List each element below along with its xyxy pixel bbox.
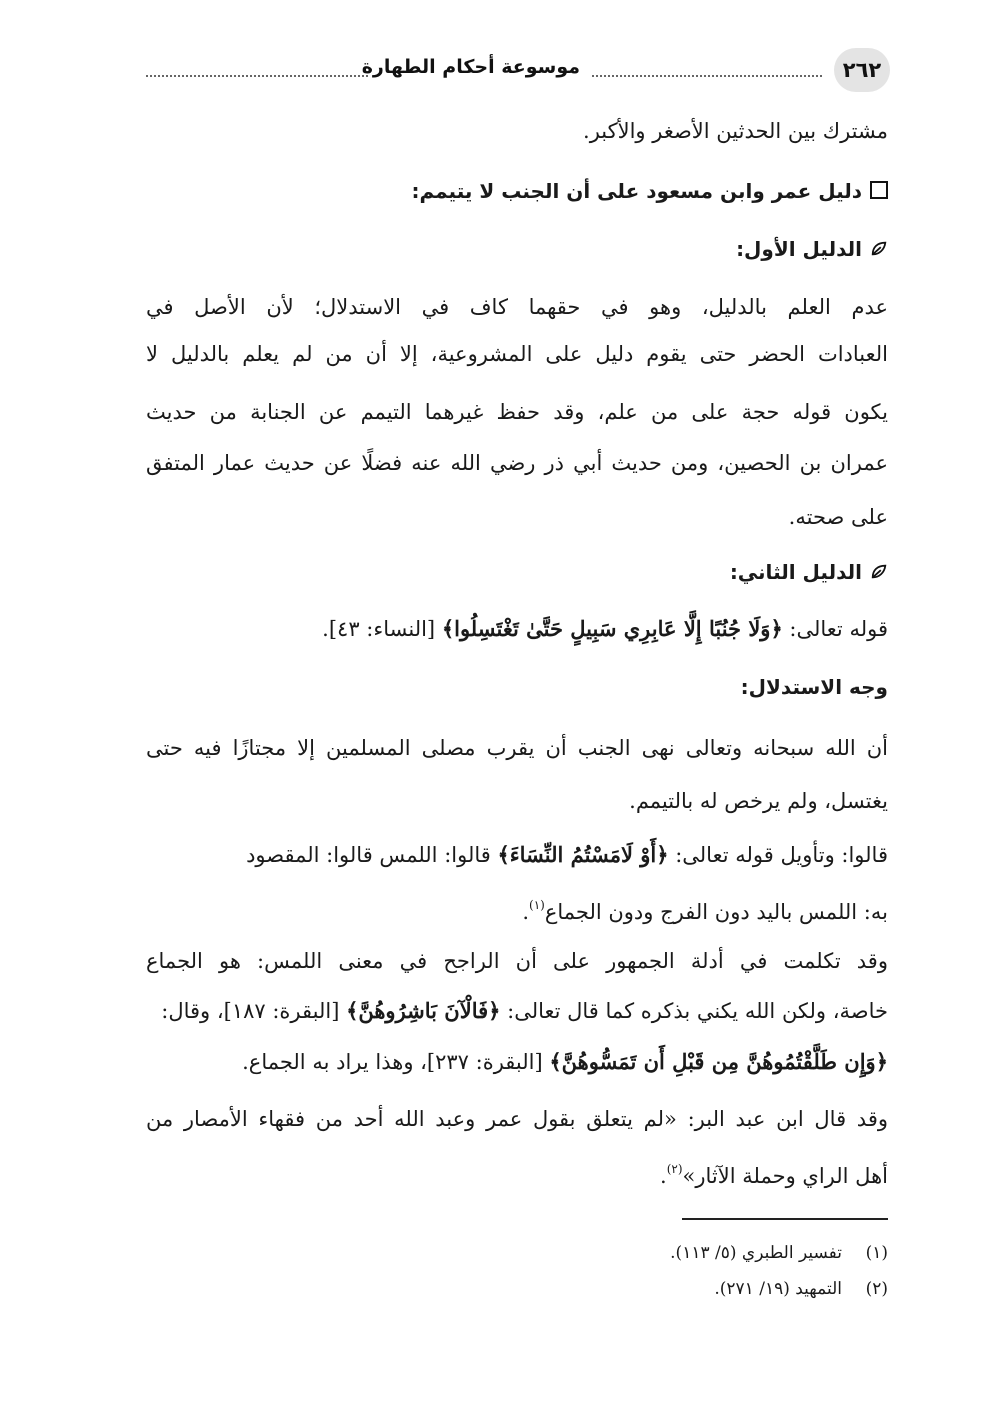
text-segment: أهل الراي وحملة الآثار»	[682, 1164, 888, 1188]
text-line	[146, 890, 888, 927]
text-line: أن الله سبحانه وتعالى نهى الجنب أن يقرب مصلى المسلمين إلا مجتازًا فيه حتى	[146, 736, 888, 760]
text-segment: قالوا: اللمس قالوا: المقصود	[246, 843, 498, 867]
text-line: وقد قال ابن عبد البر: «لم يتعلق بقول عمر وعبد الله أحد من فقهاء الأمصار من	[146, 1107, 888, 1131]
footnote	[146, 1276, 888, 1302]
text-segment: .	[522, 900, 529, 924]
text-line: يغتسل، ولم يرخص له بالتيمم.	[629, 789, 888, 813]
footnote-text: التمهيد (١٩/ ٢٧١).	[714, 1279, 842, 1299]
header-dotted-rule-left	[146, 75, 368, 77]
footnote-number: (٢)	[865, 1279, 888, 1299]
text-line: وقد تكلمت في أدلة الجمهور على أن الراجح في معنى اللمس: هو الجماع	[146, 949, 888, 973]
text-line	[146, 1047, 888, 1077]
text-line: العبادات الحضر حتى يقوم دليل على المشروعية، إلا أن من لم يعلم بالدليل لا	[146, 342, 888, 366]
footnote-marker[interactable]: (١)	[529, 898, 545, 912]
quran-verse: ﴿أَوْ لَامَسْتُمُ النِّسَاءَ﴾	[497, 842, 669, 867]
subheading	[146, 557, 888, 587]
text-line	[146, 840, 888, 870]
text-line: عمران بن الحصين، ومن حديث أبي ذر رضي الله عنه فضلًا عن حديث عمار المتفق	[146, 451, 888, 475]
footnote-separator	[682, 1218, 888, 1220]
footnote-number: (١)	[865, 1243, 888, 1263]
text-line: على صحته.	[788, 505, 888, 529]
header-dotted-rule-right	[592, 75, 822, 77]
quran-verse: ﴿فَالْآنَ بَاشِرُوهُنَّ﴾	[346, 998, 501, 1023]
quran-verse: ﴿وَلَا جُنُبًا إِلَّا عَابِرِي سَبِيلٍ حَتَّىٰ تَغْتَسِلُوا﴾	[441, 616, 783, 641]
book-title: موسوعة أحكام الطهارة	[361, 56, 580, 78]
leaf-icon	[870, 240, 888, 258]
text-segment: به: اللمس باليد دون الفرج ودون الجماع	[544, 900, 888, 924]
verse-reference: [النساء: ٤٣].	[322, 617, 442, 641]
footnote-marker[interactable]: (٢)	[666, 1162, 683, 1176]
text-segment: قوله تعالى:	[782, 617, 888, 641]
page-number-badge: ٢٦٢	[834, 48, 890, 92]
section-heading-text: دليل عمر وابن مسعود على أن الجنب لا يتيمم:	[411, 179, 862, 203]
section-heading: وجه الاستدلال:	[740, 675, 888, 699]
section-heading	[146, 176, 888, 206]
subheading	[146, 234, 888, 264]
leaf-icon	[870, 563, 888, 581]
text-segment: .	[660, 1164, 667, 1188]
text-line: عدم العلم بالدليل، وهو في حقهما كاف في الاستدلال؛ لأن الأصل في	[146, 295, 888, 319]
quran-verse: ﴿وَإِن طَلَّقْتُمُوهُنَّ مِن قَبْلِ أَن تَمَسُّوهُنَّ﴾	[549, 1049, 888, 1074]
text-line	[146, 1154, 888, 1191]
text-line	[146, 996, 888, 1026]
verse-reference: [البقرة: ١٨٧]، وقال:	[161, 999, 347, 1023]
subheading-text: الدليل الثاني:	[729, 560, 862, 584]
square-bullet-icon	[870, 181, 888, 199]
text-line: يكون قوله حجة على من علم، وقد حفظ غيرهما التيمم عن الجنابة من حديث	[146, 400, 888, 424]
subheading-text: الدليل الأول:	[736, 237, 862, 261]
text-line	[146, 614, 888, 644]
running-header	[146, 48, 890, 94]
footnote-text: تفسير الطبري (٥/ ١١٣).	[670, 1243, 842, 1263]
text-segment: قالوا: وتأويل قوله تعالى:	[668, 843, 888, 867]
verse-reference: [البقرة: ٢٣٧]، وهذا يراد به الجماع.	[242, 1050, 550, 1074]
footnote	[146, 1240, 888, 1266]
text-line: مشترك بين الحدثين الأصغر والأكبر.	[583, 119, 888, 143]
text-segment: خاصة، ولكن الله يكني بذكره كما قال تعالى:	[500, 999, 888, 1023]
